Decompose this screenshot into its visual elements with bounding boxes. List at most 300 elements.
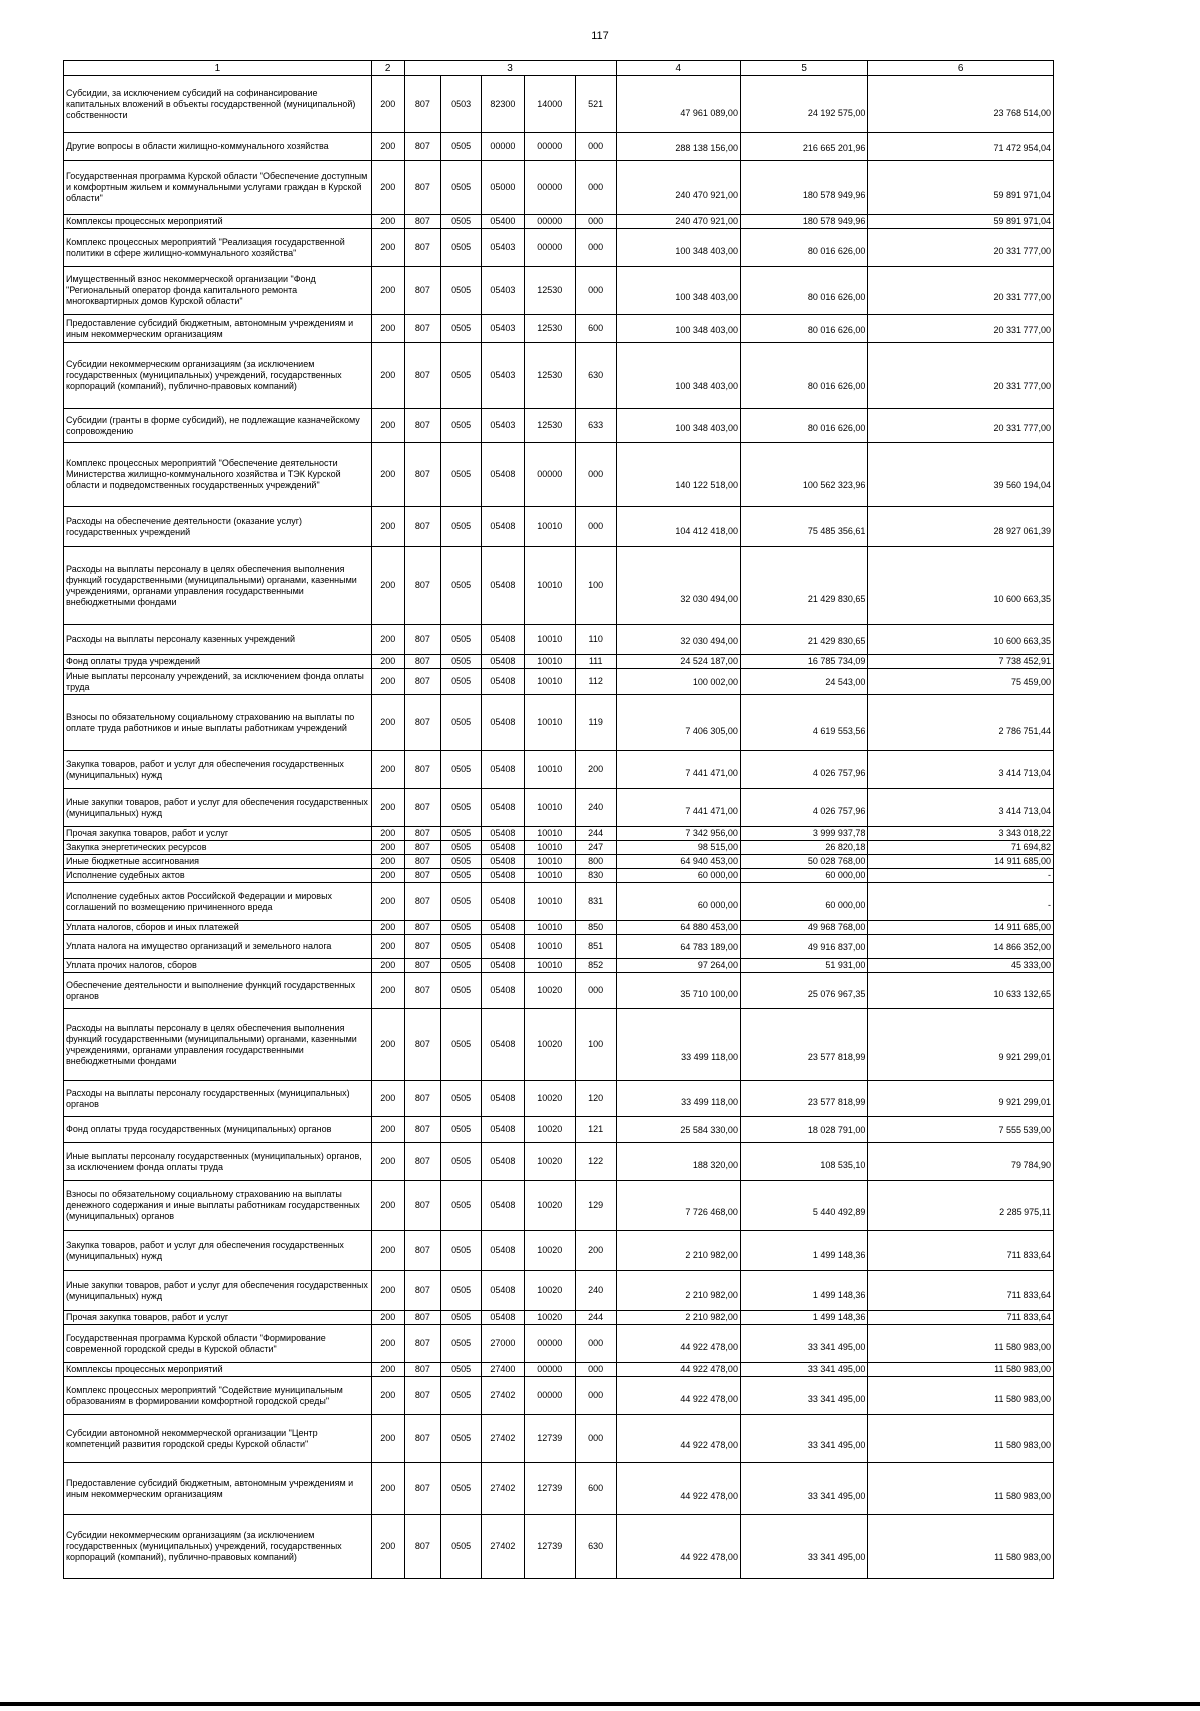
row-amount-col6: 2 786 751,44 bbox=[868, 695, 1054, 751]
row-amount-col5: 21 429 830,65 bbox=[740, 547, 867, 625]
row-code-expense-type: 200 bbox=[575, 1231, 616, 1271]
row-code-section: 0505 bbox=[441, 669, 482, 695]
row-amount-col5: 24 192 575,00 bbox=[740, 76, 867, 133]
row-code-ministry: 807 bbox=[404, 443, 441, 507]
row-amount-col5: 1 499 148,36 bbox=[740, 1311, 867, 1325]
row-amount-col4: 25 584 330,00 bbox=[616, 1117, 740, 1143]
row-code-ministry: 807 bbox=[404, 669, 441, 695]
row-amount-col5: 4 026 757,96 bbox=[740, 789, 867, 827]
row-code-direction: 10010 bbox=[524, 669, 575, 695]
row-code-ministry: 807 bbox=[404, 1271, 441, 1311]
row-amount-col4: 64 940 453,00 bbox=[616, 855, 740, 869]
table-row bbox=[64, 855, 1054, 869]
row-code-ministry: 807 bbox=[404, 655, 441, 669]
row-amount-col5: 60 000,00 bbox=[740, 869, 867, 883]
row-code-expense-type: 000 bbox=[575, 443, 616, 507]
row-amount-col4: 2 210 982,00 bbox=[616, 1271, 740, 1311]
row-code-expense-type: 000 bbox=[575, 1363, 616, 1377]
row-code-section: 0505 bbox=[441, 1311, 482, 1325]
budget-table bbox=[63, 60, 1054, 1579]
row-code-admin: 200 bbox=[371, 1463, 404, 1515]
row-code-ministry: 807 bbox=[404, 1231, 441, 1271]
row-description: Взносы по обязательному социальному страхованию на выплаты денежного содержания и иные выплаты работникам государственных (муниципальных) органов bbox=[64, 1181, 372, 1231]
row-description: Исполнение судебных актов Российской Федерации и мировых соглашений по возмещению причиненного вреда bbox=[64, 883, 372, 921]
row-amount-col6: 3 414 713,04 bbox=[868, 751, 1054, 789]
row-code-section: 0505 bbox=[441, 547, 482, 625]
row-code-admin: 200 bbox=[371, 229, 404, 267]
row-amount-col5: 24 543,00 bbox=[740, 669, 867, 695]
row-code-ministry: 807 bbox=[404, 1363, 441, 1377]
row-code-expense-type: 240 bbox=[575, 789, 616, 827]
row-description: Расходы на выплаты персоналу казенных учреждений bbox=[64, 625, 372, 655]
row-code-expense-type: 000 bbox=[575, 133, 616, 161]
row-amount-col5: 5 440 492,89 bbox=[740, 1181, 867, 1231]
row-code-direction: 10020 bbox=[524, 1231, 575, 1271]
row-code-expense-type: 851 bbox=[575, 935, 616, 959]
row-code-expense-type: 630 bbox=[575, 1515, 616, 1579]
row-amount-col6: 11 580 983,00 bbox=[868, 1377, 1054, 1415]
header-col-1: 1 bbox=[64, 61, 372, 76]
row-code-section: 0505 bbox=[441, 343, 482, 409]
row-code-section: 0505 bbox=[441, 921, 482, 935]
row-code-direction: 10010 bbox=[524, 655, 575, 669]
row-amount-col4: 100 002,00 bbox=[616, 669, 740, 695]
row-code-program: 05408 bbox=[482, 1311, 525, 1325]
row-code-section: 0505 bbox=[441, 1463, 482, 1515]
row-code-direction: 10020 bbox=[524, 1009, 575, 1081]
row-code-admin: 200 bbox=[371, 935, 404, 959]
row-code-direction: 10020 bbox=[524, 1271, 575, 1311]
header-col-3: 3 bbox=[404, 61, 616, 76]
row-code-admin: 200 bbox=[371, 655, 404, 669]
row-code-expense-type: 852 bbox=[575, 959, 616, 973]
row-amount-col5: 80 016 626,00 bbox=[740, 409, 867, 443]
row-amount-col6: 711 833,64 bbox=[868, 1311, 1054, 1325]
row-code-section: 0505 bbox=[441, 315, 482, 343]
table-row bbox=[64, 1271, 1054, 1311]
row-code-program: 05408 bbox=[482, 921, 525, 935]
row-code-program: 05408 bbox=[482, 695, 525, 751]
row-amount-col5: 50 028 768,00 bbox=[740, 855, 867, 869]
row-amount-col4: 140 122 518,00 bbox=[616, 443, 740, 507]
row-code-program: 05408 bbox=[482, 1231, 525, 1271]
row-amount-col4: 7 441 471,00 bbox=[616, 751, 740, 789]
row-amount-col4: 98 515,00 bbox=[616, 841, 740, 855]
row-code-section: 0505 bbox=[441, 409, 482, 443]
row-code-program: 05403 bbox=[482, 315, 525, 343]
row-code-admin: 200 bbox=[371, 215, 404, 229]
row-code-ministry: 807 bbox=[404, 1009, 441, 1081]
row-code-admin: 200 bbox=[371, 507, 404, 547]
row-code-direction: 10010 bbox=[524, 827, 575, 841]
row-amount-col4: 7 441 471,00 bbox=[616, 789, 740, 827]
row-code-section: 0505 bbox=[441, 1271, 482, 1311]
row-code-expense-type: 129 bbox=[575, 1181, 616, 1231]
row-description: Субсидии (гранты в форме субсидий), не подлежащие казначейскому сопровождению bbox=[64, 409, 372, 443]
row-code-section: 0505 bbox=[441, 625, 482, 655]
table-body bbox=[64, 61, 1054, 1579]
row-code-ministry: 807 bbox=[404, 789, 441, 827]
row-description: Уплата налогов, сборов и иных платежей bbox=[64, 921, 372, 935]
row-code-admin: 200 bbox=[371, 1181, 404, 1231]
table-row bbox=[64, 827, 1054, 841]
row-code-ministry: 807 bbox=[404, 1311, 441, 1325]
row-code-direction: 00000 bbox=[524, 229, 575, 267]
row-code-expense-type: 111 bbox=[575, 655, 616, 669]
row-code-program: 05408 bbox=[482, 669, 525, 695]
row-code-ministry: 807 bbox=[404, 1181, 441, 1231]
row-code-direction: 10010 bbox=[524, 625, 575, 655]
header-col-2: 2 bbox=[371, 61, 404, 76]
row-description: Комплекс процессных мероприятий "Содействие муниципальным образованиям в формировании комфортной городской среды" bbox=[64, 1377, 372, 1415]
row-amount-col4: 97 264,00 bbox=[616, 959, 740, 973]
row-code-direction: 12530 bbox=[524, 267, 575, 315]
row-code-program: 05408 bbox=[482, 1081, 525, 1117]
row-amount-col4: 47 961 089,00 bbox=[616, 76, 740, 133]
row-code-expense-type: 600 bbox=[575, 315, 616, 343]
row-code-admin: 200 bbox=[371, 1363, 404, 1377]
row-code-ministry: 807 bbox=[404, 883, 441, 921]
table-row bbox=[64, 625, 1054, 655]
header-col-5: 5 bbox=[740, 61, 867, 76]
row-code-program: 05408 bbox=[482, 507, 525, 547]
row-code-program: 05408 bbox=[482, 547, 525, 625]
row-code-expense-type: 200 bbox=[575, 751, 616, 789]
row-code-section: 0505 bbox=[441, 827, 482, 841]
row-code-expense-type: 244 bbox=[575, 827, 616, 841]
row-code-direction: 12739 bbox=[524, 1463, 575, 1515]
row-code-program: 27402 bbox=[482, 1515, 525, 1579]
row-code-ministry: 807 bbox=[404, 625, 441, 655]
row-amount-col4: 100 348 403,00 bbox=[616, 315, 740, 343]
row-code-ministry: 807 bbox=[404, 973, 441, 1009]
row-code-section: 0505 bbox=[441, 507, 482, 547]
row-code-expense-type: 000 bbox=[575, 973, 616, 1009]
table-row bbox=[64, 869, 1054, 883]
row-amount-col6: 20 331 777,00 bbox=[868, 315, 1054, 343]
row-code-direction: 10010 bbox=[524, 869, 575, 883]
row-amount-col5: 75 485 356,61 bbox=[740, 507, 867, 547]
row-amount-col4: 100 348 403,00 bbox=[616, 343, 740, 409]
row-amount-col5: 3 999 937,78 bbox=[740, 827, 867, 841]
table-row bbox=[64, 76, 1054, 133]
row-code-ministry: 807 bbox=[404, 315, 441, 343]
row-code-direction: 00000 bbox=[524, 215, 575, 229]
row-code-direction: 10020 bbox=[524, 1181, 575, 1231]
row-amount-col5: 49 916 837,00 bbox=[740, 935, 867, 959]
table-row bbox=[64, 1231, 1054, 1271]
row-amount-col6: 20 331 777,00 bbox=[868, 409, 1054, 443]
row-code-admin: 200 bbox=[371, 625, 404, 655]
table-row bbox=[64, 959, 1054, 973]
row-amount-col4: 7 342 956,00 bbox=[616, 827, 740, 841]
row-amount-col4: 60 000,00 bbox=[616, 883, 740, 921]
row-description: Взносы по обязательному социальному страхованию на выплаты по оплате труда работников и иные выплаты работникам учреждений bbox=[64, 695, 372, 751]
row-description: Предоставление субсидий бюджетным, автономным учреждениям и иным некоммерческим организациям bbox=[64, 315, 372, 343]
row-code-admin: 200 bbox=[371, 841, 404, 855]
row-code-direction: 10010 bbox=[524, 935, 575, 959]
row-code-expense-type: 100 bbox=[575, 1009, 616, 1081]
row-code-program: 27402 bbox=[482, 1377, 525, 1415]
row-code-section: 0505 bbox=[441, 935, 482, 959]
bottom-border-line bbox=[0, 1702, 1200, 1706]
row-code-ministry: 807 bbox=[404, 921, 441, 935]
row-description: Другие вопросы в области жилищно-коммунального хозяйства bbox=[64, 133, 372, 161]
row-code-direction: 10010 bbox=[524, 695, 575, 751]
row-code-direction: 10020 bbox=[524, 1117, 575, 1143]
row-amount-col4: 44 922 478,00 bbox=[616, 1377, 740, 1415]
row-code-program: 05000 bbox=[482, 161, 525, 215]
row-amount-col4: 104 412 418,00 bbox=[616, 507, 740, 547]
row-code-section: 0505 bbox=[441, 229, 482, 267]
header-col-4: 4 bbox=[616, 61, 740, 76]
row-code-ministry: 807 bbox=[404, 1117, 441, 1143]
row-amount-col4: 288 138 156,00 bbox=[616, 133, 740, 161]
row-description: Комплекс процессных мероприятий "Реализация государственной политики в сфере жилищно-коммунального хозяйства" bbox=[64, 229, 372, 267]
row-code-section: 0505 bbox=[441, 751, 482, 789]
row-code-expense-type: 633 bbox=[575, 409, 616, 443]
table-row bbox=[64, 409, 1054, 443]
row-amount-col5: 33 341 495,00 bbox=[740, 1463, 867, 1515]
row-code-program: 05400 bbox=[482, 215, 525, 229]
table-row bbox=[64, 215, 1054, 229]
row-code-direction: 10010 bbox=[524, 921, 575, 935]
table-row bbox=[64, 315, 1054, 343]
row-code-ministry: 807 bbox=[404, 133, 441, 161]
row-code-ministry: 807 bbox=[404, 827, 441, 841]
row-amount-col4: 7 726 468,00 bbox=[616, 1181, 740, 1231]
row-code-expense-type: 119 bbox=[575, 695, 616, 751]
row-code-admin: 200 bbox=[371, 789, 404, 827]
row-amount-col5: 216 665 201,96 bbox=[740, 133, 867, 161]
row-description: Расходы на выплаты персоналу в целях обеспечения выполнения функций государственными (муниципальными) органами, казенными учреждениями, органами управления государственными внебюджетными фондами bbox=[64, 1009, 372, 1081]
row-code-section: 0505 bbox=[441, 655, 482, 669]
row-code-expense-type: 831 bbox=[575, 883, 616, 921]
row-code-ministry: 807 bbox=[404, 959, 441, 973]
row-code-section: 0505 bbox=[441, 1117, 482, 1143]
row-code-expense-type: 100 bbox=[575, 547, 616, 625]
row-code-program: 05408 bbox=[482, 827, 525, 841]
row-code-direction: 10020 bbox=[524, 1143, 575, 1181]
row-amount-col5: 16 785 734,09 bbox=[740, 655, 867, 669]
row-code-program: 27400 bbox=[482, 1363, 525, 1377]
row-code-admin: 200 bbox=[371, 409, 404, 443]
row-amount-col4: 44 922 478,00 bbox=[616, 1325, 740, 1363]
row-amount-col6: - bbox=[868, 869, 1054, 883]
row-description: Фонд оплаты труда государственных (муниципальных) органов bbox=[64, 1117, 372, 1143]
row-description: Расходы на выплаты персоналу государственных (муниципальных) органов bbox=[64, 1081, 372, 1117]
table-row bbox=[64, 1009, 1054, 1081]
row-code-program: 05408 bbox=[482, 935, 525, 959]
row-description: Иные бюджетные ассигнования bbox=[64, 855, 372, 869]
row-amount-col4: 24 524 187,00 bbox=[616, 655, 740, 669]
row-code-expense-type: 000 bbox=[575, 1415, 616, 1463]
row-description: Субсидии некоммерческим организациям (за исключением государственных (муниципальных) учреждений, государственных корпораций (компаний), публично-правовых компаний) bbox=[64, 343, 372, 409]
row-code-section: 0503 bbox=[441, 76, 482, 133]
row-code-admin: 200 bbox=[371, 1415, 404, 1463]
table-row bbox=[64, 133, 1054, 161]
row-code-ministry: 807 bbox=[404, 229, 441, 267]
row-amount-col4: 2 210 982,00 bbox=[616, 1311, 740, 1325]
row-amount-col5: 51 931,00 bbox=[740, 959, 867, 973]
row-amount-col5: 33 341 495,00 bbox=[740, 1515, 867, 1579]
row-description: Комплексы процессных мероприятий bbox=[64, 1363, 372, 1377]
row-amount-col4: 240 470 921,00 bbox=[616, 215, 740, 229]
row-amount-col5: 4 619 553,56 bbox=[740, 695, 867, 751]
row-code-ministry: 807 bbox=[404, 343, 441, 409]
table-row bbox=[64, 751, 1054, 789]
table-row bbox=[64, 507, 1054, 547]
row-amount-col6: 20 331 777,00 bbox=[868, 343, 1054, 409]
row-code-expense-type: 800 bbox=[575, 855, 616, 869]
row-amount-col6: 71 472 954,04 bbox=[868, 133, 1054, 161]
row-code-section: 0505 bbox=[441, 1415, 482, 1463]
row-code-admin: 200 bbox=[371, 443, 404, 507]
table-row bbox=[64, 695, 1054, 751]
row-code-ministry: 807 bbox=[404, 1377, 441, 1415]
row-code-expense-type: 630 bbox=[575, 343, 616, 409]
row-amount-col5: 80 016 626,00 bbox=[740, 267, 867, 315]
row-amount-col6: 10 600 663,35 bbox=[868, 625, 1054, 655]
row-code-section: 0505 bbox=[441, 1181, 482, 1231]
row-code-admin: 200 bbox=[371, 76, 404, 133]
row-description: Предоставление субсидий бюджетным, автономным учреждениям и иным некоммерческим организациям bbox=[64, 1463, 372, 1515]
row-amount-col5: 33 341 495,00 bbox=[740, 1363, 867, 1377]
row-code-direction: 10020 bbox=[524, 1081, 575, 1117]
row-code-section: 0505 bbox=[441, 1143, 482, 1181]
row-code-expense-type: 240 bbox=[575, 1271, 616, 1311]
row-code-program: 05408 bbox=[482, 1271, 525, 1311]
row-description: Прочая закупка товаров, работ и услуг bbox=[64, 827, 372, 841]
row-code-ministry: 807 bbox=[404, 1081, 441, 1117]
row-amount-col6: 59 891 971,04 bbox=[868, 215, 1054, 229]
table-row bbox=[64, 921, 1054, 935]
row-amount-col6: - bbox=[868, 883, 1054, 921]
row-code-expense-type: 247 bbox=[575, 841, 616, 855]
row-amount-col5: 21 429 830,65 bbox=[740, 625, 867, 655]
row-code-expense-type: 110 bbox=[575, 625, 616, 655]
row-amount-col6: 3 414 713,04 bbox=[868, 789, 1054, 827]
row-code-program: 82300 bbox=[482, 76, 525, 133]
row-code-program: 05408 bbox=[482, 789, 525, 827]
row-amount-col6: 79 784,90 bbox=[868, 1143, 1054, 1181]
row-amount-col5: 180 578 949,96 bbox=[740, 215, 867, 229]
row-code-program: 05408 bbox=[482, 443, 525, 507]
row-amount-col6: 14 866 352,00 bbox=[868, 935, 1054, 959]
row-description: Уплата прочих налогов, сборов bbox=[64, 959, 372, 973]
row-amount-col5: 33 341 495,00 bbox=[740, 1415, 867, 1463]
row-code-expense-type: 600 bbox=[575, 1463, 616, 1515]
row-amount-col6: 7 738 452,91 bbox=[868, 655, 1054, 669]
row-code-admin: 200 bbox=[371, 669, 404, 695]
row-code-admin: 200 bbox=[371, 1325, 404, 1363]
table-row bbox=[64, 973, 1054, 1009]
table-row bbox=[64, 669, 1054, 695]
row-code-expense-type: 000 bbox=[575, 267, 616, 315]
row-amount-col6: 11 580 983,00 bbox=[868, 1325, 1054, 1363]
row-code-ministry: 807 bbox=[404, 751, 441, 789]
row-code-admin: 200 bbox=[371, 1377, 404, 1415]
row-code-expense-type: 830 bbox=[575, 869, 616, 883]
row-amount-col4: 100 348 403,00 bbox=[616, 409, 740, 443]
row-code-admin: 200 bbox=[371, 1311, 404, 1325]
row-amount-col5: 23 577 818,99 bbox=[740, 1009, 867, 1081]
row-amount-col5: 60 000,00 bbox=[740, 883, 867, 921]
row-code-expense-type: 000 bbox=[575, 1377, 616, 1415]
row-code-ministry: 807 bbox=[404, 76, 441, 133]
row-code-program: 27000 bbox=[482, 1325, 525, 1363]
row-description: Обеспечение деятельности и выполнение функций государственных органов bbox=[64, 973, 372, 1009]
header-row bbox=[64, 61, 1054, 76]
table-row bbox=[64, 547, 1054, 625]
row-amount-col5: 80 016 626,00 bbox=[740, 343, 867, 409]
table-row bbox=[64, 1117, 1054, 1143]
row-code-admin: 200 bbox=[371, 883, 404, 921]
row-code-ministry: 807 bbox=[404, 1463, 441, 1515]
row-amount-col5: 33 341 495,00 bbox=[740, 1377, 867, 1415]
row-code-admin: 200 bbox=[371, 1143, 404, 1181]
row-code-admin: 200 bbox=[371, 1515, 404, 1579]
row-amount-col5: 180 578 949,96 bbox=[740, 161, 867, 215]
row-code-ministry: 807 bbox=[404, 935, 441, 959]
row-description: Фонд оплаты труда учреждений bbox=[64, 655, 372, 669]
table-row bbox=[64, 1415, 1054, 1463]
row-code-ministry: 807 bbox=[404, 855, 441, 869]
row-code-admin: 200 bbox=[371, 827, 404, 841]
row-code-direction: 00000 bbox=[524, 1363, 575, 1377]
table-row bbox=[64, 1311, 1054, 1325]
row-code-ministry: 807 bbox=[404, 1143, 441, 1181]
table-row bbox=[64, 935, 1054, 959]
row-amount-col6: 10 600 663,35 bbox=[868, 547, 1054, 625]
row-code-expense-type: 122 bbox=[575, 1143, 616, 1181]
row-code-expense-type: 000 bbox=[575, 229, 616, 267]
row-code-section: 0505 bbox=[441, 1515, 482, 1579]
row-code-program: 05408 bbox=[482, 869, 525, 883]
table-row bbox=[64, 1377, 1054, 1415]
row-description: Субсидии автономной некоммерческой организации "Центр компетенций развития городской среды Курской области" bbox=[64, 1415, 372, 1463]
row-code-ministry: 807 bbox=[404, 869, 441, 883]
row-code-expense-type: 121 bbox=[575, 1117, 616, 1143]
row-amount-col5: 18 028 791,00 bbox=[740, 1117, 867, 1143]
row-amount-col6: 11 580 983,00 bbox=[868, 1463, 1054, 1515]
row-code-admin: 200 bbox=[371, 133, 404, 161]
row-amount-col4: 35 710 100,00 bbox=[616, 973, 740, 1009]
row-amount-col4: 32 030 494,00 bbox=[616, 625, 740, 655]
row-code-section: 0505 bbox=[441, 883, 482, 921]
row-code-section: 0505 bbox=[441, 973, 482, 1009]
row-code-direction: 10010 bbox=[524, 841, 575, 855]
row-code-section: 0505 bbox=[441, 133, 482, 161]
row-code-program: 05408 bbox=[482, 1143, 525, 1181]
row-amount-col4: 44 922 478,00 bbox=[616, 1515, 740, 1579]
table-row bbox=[64, 1515, 1054, 1579]
table-row bbox=[64, 267, 1054, 315]
row-code-expense-type: 244 bbox=[575, 1311, 616, 1325]
row-amount-col6: 20 331 777,00 bbox=[868, 229, 1054, 267]
row-code-admin: 200 bbox=[371, 547, 404, 625]
row-amount-col4: 32 030 494,00 bbox=[616, 547, 740, 625]
row-code-section: 0505 bbox=[441, 1377, 482, 1415]
row-code-direction: 10010 bbox=[524, 507, 575, 547]
row-code-direction: 10010 bbox=[524, 959, 575, 973]
row-code-direction: 10010 bbox=[524, 789, 575, 827]
row-amount-col4: 188 320,00 bbox=[616, 1143, 740, 1181]
row-amount-col5: 23 577 818,99 bbox=[740, 1081, 867, 1117]
row-description: Закупка товаров, работ и услуг для обеспечения государственных (муниципальных) нужд bbox=[64, 1231, 372, 1271]
row-code-section: 0505 bbox=[441, 695, 482, 751]
row-description: Субсидии, за исключением субсидий на софинансирование капитальных вложений в объекты государственной (муниципальной) собственности bbox=[64, 76, 372, 133]
